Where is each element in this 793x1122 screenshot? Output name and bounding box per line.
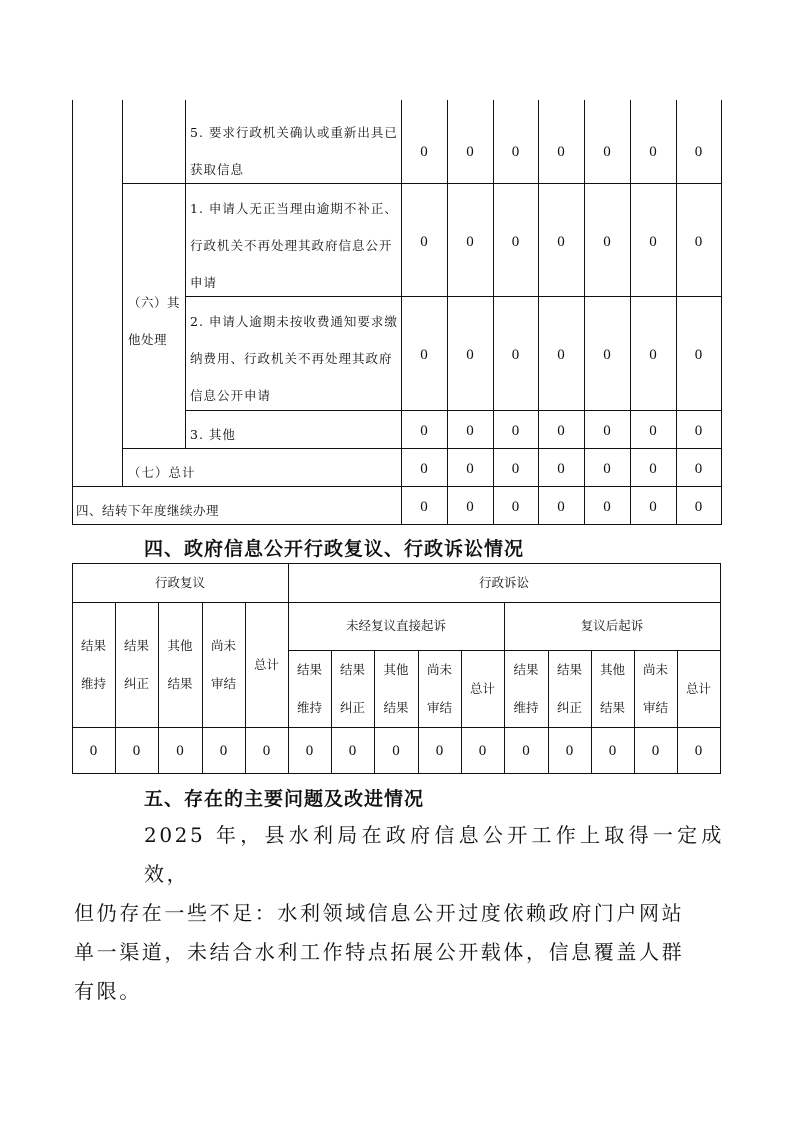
column-header — [677, 650, 720, 727]
column-header-line: 结果 — [513, 661, 539, 677]
section-5-paragraph — [74, 816, 724, 1011]
value-cell: 0 — [511, 233, 520, 250]
column-header-line: 维持 — [513, 699, 539, 715]
column-header-line: 结果 — [556, 661, 582, 677]
value-cell: 0 — [511, 423, 520, 439]
value-cell: 0 — [694, 743, 703, 759]
value-cell: 0 — [694, 233, 703, 250]
value-cell: 0 — [435, 743, 444, 759]
column-header — [158, 602, 202, 727]
row-label-other: 3. 其他 — [190, 427, 236, 442]
column-header-line: 总计 — [685, 680, 711, 696]
value-cell: 0 — [649, 144, 657, 160]
value-cell: 0 — [649, 499, 657, 515]
value-cell: 0 — [557, 423, 565, 439]
row-label-unpaid-fees — [190, 303, 400, 414]
row-label-line: 纳费用、行政机关不再处理其政府 — [190, 351, 393, 366]
column-header-line: 审结 — [642, 699, 668, 715]
header-admin-litigation: 行政诉讼 — [478, 574, 529, 590]
paragraph-line: 有限。 — [74, 979, 142, 1003]
value-cell: 0 — [466, 461, 474, 477]
column-header-line: 审结 — [210, 675, 236, 691]
row-label-no-correction — [190, 190, 400, 301]
column-header — [72, 602, 115, 727]
section-4-heading: 四、政府信息公开行政复议、行政诉讼情况 — [144, 538, 525, 560]
column-header — [634, 650, 677, 727]
value-cell: 0 — [305, 743, 314, 759]
value-cell: 0 — [603, 499, 611, 515]
column-header — [418, 650, 461, 727]
value-cell: 0 — [420, 347, 428, 363]
column-header-line: 总计 — [253, 656, 279, 672]
column-header-line: 结果 — [383, 699, 409, 715]
value-cell: 0 — [219, 743, 228, 759]
value-cell: 0 — [603, 233, 611, 250]
value-cell: 0 — [420, 423, 428, 439]
paragraph-line: 但仍存在一些不足：水利领域信息公开过度依赖政府门户网站 — [74, 901, 685, 925]
value-cell: 0 — [649, 347, 657, 363]
row-label-line: 信息公开申请 — [190, 388, 272, 403]
column-header — [331, 650, 374, 727]
group-label-line: （六）其 — [128, 295, 181, 310]
value-cell: 0 — [511, 347, 520, 363]
column-header — [548, 650, 591, 727]
column-header-line: 纠正 — [339, 699, 365, 715]
value-cell: 0 — [89, 743, 98, 759]
value-cell: 0 — [649, 423, 657, 439]
header-suit-after-review: 复议后起诉 — [580, 618, 644, 633]
column-header-line: 总计 — [469, 680, 495, 696]
value-cell: 0 — [466, 423, 474, 439]
value-cell: 0 — [176, 743, 184, 759]
value-cell: 0 — [694, 423, 703, 439]
column-header-line: 其他 — [599, 661, 625, 677]
column-header-line: 其他 — [167, 637, 193, 653]
value-cell: 0 — [522, 743, 530, 759]
value-cell: 0 — [557, 144, 565, 160]
column-header-line: 维持 — [80, 675, 106, 691]
value-cell: 0 — [557, 461, 565, 477]
group-label-line: 他处理 — [128, 332, 168, 347]
column-header-line: 尚未 — [210, 637, 236, 653]
value-cell: 0 — [603, 423, 611, 439]
column-header — [461, 650, 504, 727]
value-cell: 0 — [694, 499, 703, 515]
paragraph-line: 单一渠道，未结合水利工作特点拓展公开载体，信息覆盖人群 — [74, 940, 685, 964]
value-cell: 0 — [511, 461, 520, 477]
header-admin-review: 行政复议 — [154, 574, 205, 590]
value-cell: 0 — [511, 144, 520, 160]
value-cell: 0 — [478, 743, 487, 759]
row-label-reissue-info — [190, 114, 400, 188]
header-direct-suit: 未经复议直接起诉 — [345, 618, 446, 633]
column-header-line: 结果 — [167, 675, 193, 691]
value-cell: 0 — [466, 499, 474, 515]
column-header-line: 维持 — [296, 699, 322, 715]
column-header-line: 尚未 — [642, 661, 668, 677]
value-cell: 0 — [603, 347, 611, 363]
value-cell: 0 — [565, 743, 574, 759]
row-label-line: 5. 要求行政机关确认或重新出具已 — [190, 125, 398, 140]
value-cell: 0 — [557, 499, 565, 515]
column-header-line: 其他 — [383, 661, 409, 677]
column-header — [591, 650, 634, 727]
value-cell: 0 — [557, 347, 565, 363]
row-label-line: 获取信息 — [190, 162, 245, 177]
column-header — [288, 650, 331, 727]
row-label-carry-over: 四、结转下年度继续办理 — [76, 503, 220, 518]
column-header — [115, 602, 158, 727]
value-cell: 0 — [649, 461, 657, 477]
column-header — [245, 602, 288, 727]
paragraph-line: 2025 年，县水利局在政府信息公开工作上取得一定成效， — [144, 823, 724, 886]
column-header — [374, 650, 418, 727]
column-header-line: 审结 — [426, 699, 452, 715]
value-cell: 0 — [603, 461, 611, 477]
value-cell: 0 — [392, 743, 400, 759]
column-header-line: 结果 — [296, 661, 322, 677]
value-cell: 0 — [694, 144, 703, 160]
row-label-line: 1. 申请人无正当理由逾期不补正、 — [190, 201, 398, 216]
row-label-line: 行政机关不再处理其政府信息公开 — [190, 238, 393, 253]
value-cell: 0 — [511, 499, 520, 515]
section-5-heading: 五、存在的主要问题及改进情况 — [144, 788, 425, 810]
column-header-line: 尚未 — [426, 661, 452, 677]
row-label-line: 申请 — [190, 275, 218, 290]
value-cell: 0 — [649, 233, 657, 250]
value-cell: 0 — [608, 743, 617, 759]
value-cell: 0 — [694, 461, 703, 477]
column-header-line: 纠正 — [123, 675, 149, 691]
column-header-line: 结果 — [123, 637, 149, 653]
value-cell: 0 — [132, 743, 141, 759]
value-cell: 0 — [348, 743, 357, 759]
value-cell: 0 — [557, 233, 565, 250]
row-label-total: （七）总计 — [128, 465, 196, 480]
value-cell: 0 — [694, 347, 703, 363]
value-cell: 0 — [420, 461, 428, 477]
column-header — [504, 650, 548, 727]
value-cell: 0 — [420, 144, 428, 160]
value-cell: 0 — [466, 233, 474, 250]
value-cell: 0 — [420, 499, 428, 515]
column-header — [202, 602, 245, 727]
value-cell: 0 — [262, 743, 271, 759]
column-header-line: 结果 — [80, 637, 106, 653]
row-label-line: 2. 申请人逾期未按收费通知要求缴 — [190, 314, 398, 329]
group-label-other-handling — [128, 284, 186, 358]
value-cell: 0 — [420, 233, 428, 250]
value-cell: 0 — [466, 144, 474, 160]
value-cell: 0 — [603, 144, 611, 160]
value-cell: 0 — [466, 347, 474, 363]
column-header-line: 纠正 — [556, 699, 582, 715]
column-header-line: 结果 — [599, 699, 625, 715]
column-header-line: 结果 — [339, 661, 365, 677]
value-cell: 0 — [651, 743, 660, 759]
